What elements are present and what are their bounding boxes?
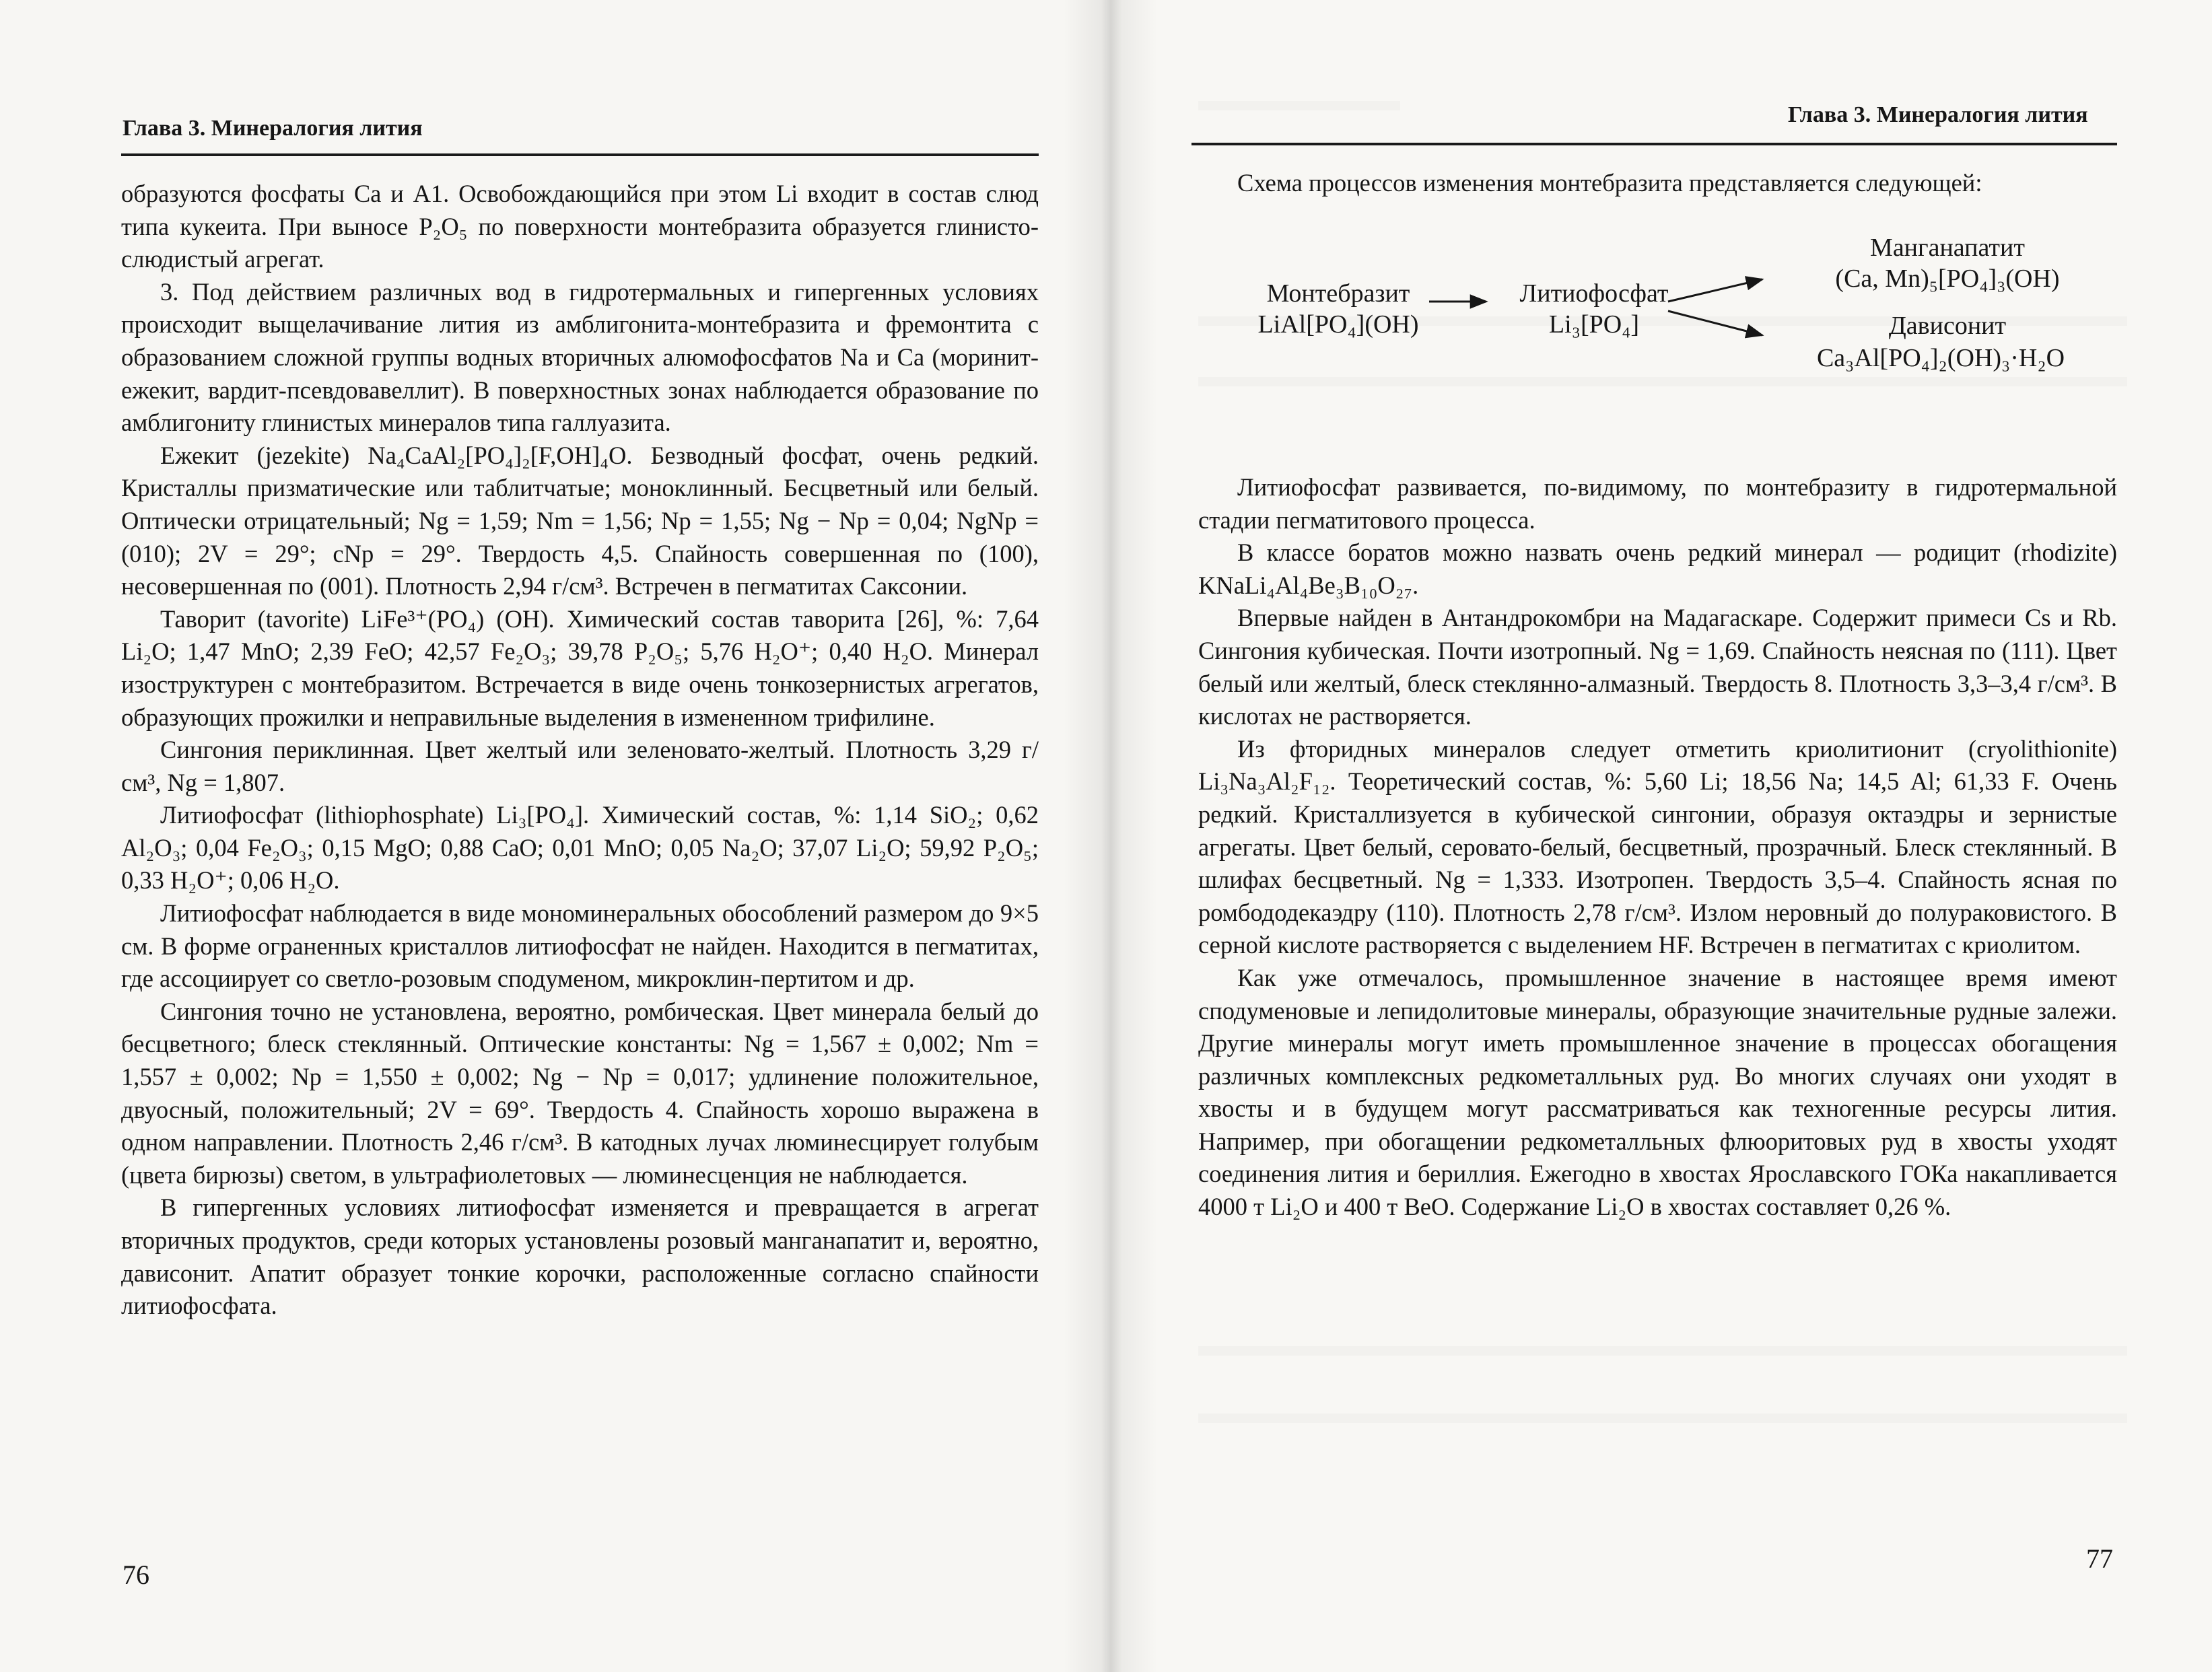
scheme-bottom-formula: Ca₃Al[PO₄]₂(OH)₃·H₂O — [1816, 344, 2065, 372]
scheme-middle-formula: Li₃[PO₄] — [1548, 310, 1640, 339]
right-page-number: 77 — [2086, 1543, 2113, 1574]
left-page-number: 76 — [123, 1560, 149, 1590]
left-paragraph-jezekite: Ежекит (jezekite) Na₄CaAl₂[PO₄]₂[F,OH]₄O. Безводный фосфат, очень редкий. Кристаллы призматические или таблитчатые; моноклинный. Бесцветный или белый. Оптически отрицательный; Ng = 1,59; Nm = 1,56; Np = 1,55; Ng − Np = 0,04; NgNp = (010); 2V = 29°; cNp = 29°. Твердость 4,5. Спайность совершенная по (100), несовершенная по (001). Плотность 2,94 г/см³. Встречен в пегматитах Саксонии. — [121, 441, 1039, 600]
scheme-intro: Схема процессов изменения монтебразита представляется следующей: — [1237, 169, 1982, 197]
left-body-text — [121, 178, 1039, 1323]
left-running-header: Глава 3. Минералогия лития — [123, 116, 423, 141]
book-gutter — [1064, 0, 1158, 1672]
left-paragraph-1: образуются фосфаты Са и А1. Освобождающийся при этом Li входит в состав слюд типа кукеита. При выносе P₂O₅ по поверхности монтебразита образуется глинисто-слюдистый агрегат. — [121, 180, 1039, 273]
left-paragraph-tavorite: Таворит (tavorite) LiFe³⁺(PO₄) (OH). Химический состав таворита [26], %: 7,64 Li₂O; 1,47 MnO; 2,39 FeO; 42,57 Fe₂O₃; 39,78 P₂O₅; 5,76 H₂O⁺; 0,40 H₂O. Минерал изоструктурен с монтебразитом. Встречается в виде очень тонкозернистых агрегатов, образующих прожилки и неправильные выделения в измененном трифилине. — [121, 604, 1039, 731]
right-body-text — [1198, 471, 2117, 1224]
left-paragraph-optics: Сингония точно не установлена, вероятно, ромбическая. Цвет минерала белый до бесцветного; блеск стеклянный. Оптические константы: Ng = 1,567 ± 0,002; Nm = 1,557 ± 0,002; Np = 1,550 ± 0,002; Ng − Np = 0,017; удлинение положительное, двуосный, положительный; 2V = 69°. Твердость 4. Спайность хорошо выражена в одном направлении. Плотность 2,46 г/см³. В катодных лучах люминесцирует голубым (цвета бирюзы) светом, в ультрафиолетовых — люминесценция не наблюдается. — [121, 997, 1039, 1189]
left-paragraph-2: 3. Под действием различных вод в гидротермальных и гипергенных условиях происходит выщелачивание лития из амблигонита-монтебразита и фремонтита с образованием сложной группы водных вторичных алюмофосфатов Na и Са (моринит-ежекит, вардит-псевдовавеллит). В поверхностных зонах наблюдается образование по амблигониту глинистых минералов типа галлуазита. — [121, 277, 1039, 437]
left-paragraph-lithiophosphate: Литиофосфат (lithiophosphate) Li₃[PO₄]. Химический состав, %: 1,14 SiO₂; 0,62 Al₂O₃; 0,04 Fe₂O₃; 0,15 MgO; 0,88 CaO; 0,01 MnO; 0,05 Na₂O; 37,07 Li₂O; 59,92 P₂O₅; 0,33 H₂O⁺; 0,06 H₂O. — [121, 801, 1039, 895]
left-paragraph-occurrence: Литиофосфат наблюдается в виде мономинеральных обособлений размером до 9×5 см. В форме ограненных кристаллов литиофосфат не найден. Находится в пегматитах, где ассоциирует со светло-розовым сподуменом, микроклин-пертитом и др. — [121, 899, 1039, 993]
right-paragraph-industrial: Как уже отмечалось, промышленное значение в настоящее время имеют сподуменовые и лепидолитовые минералы, образующие значительные рудные залежи. Другие минералы могут иметь промышленное значение в процессах обогащения различных комплексных редкометалльных руд. Во многих случаях они уходят в хвосты и в будущем могут рассматриваться как техногенные ресурсы лития. Например, при обогащении редкометалльных флюоритовых руд в хвосты уходят соединения лития и бериллия. Ежегодно в хвостах Ярославского ГОКа накапливается 4000 т Li₂O и 400 т BeO. Содержание Li₂O в хвостах составляет 0,26 %. — [1198, 963, 2117, 1221]
scheme-middle-name: Литиофосфат — [1519, 279, 1669, 308]
right-paragraph-development: Литиофосфат развивается, по-видимому, по монтебразиту в гидротермальной стадии пегматитового процесса. — [1198, 473, 2117, 534]
left-header-rule — [121, 153, 1039, 156]
right-page — [1106, 0, 2212, 1672]
scheme-bottom-name: Дависонит — [1888, 312, 2007, 340]
arrow-middle-to-bottom — [1668, 311, 1762, 335]
scheme-source-name: Монтебразит — [1266, 279, 1410, 308]
right-paragraph-rhodizite: Впервые найден в Антандрокомбри на Мадагаскаре. Содержит примеси Cs и Rb. Сингония кубическая. Почти изотропный. Ng = 1,69. Спайность неясная по (111). Цвет белый или желтый, блеск стеклянно-алмазный. Твердость 8. Плотность 3,3–3,4 г/см³. В кислотах не растворяется. — [1198, 604, 2117, 730]
scheme-top-formula: (Ca, Mn)₅[PO₄]₃(OH) — [1835, 265, 2060, 293]
left-paragraph-supergene: В гипергенных условиях литиофосфат изменяется и превращается в агрегат вторичных продуктов, среди которых установлены розовый манганапатит и, вероятно, дависонит. Апатит образует тонкие корочки, расположенные согласно спайности литиофосфата. — [121, 1193, 1039, 1320]
arrow-middle-to-top — [1668, 279, 1762, 302]
right-paragraph-fluorides: Из фторидных минералов следует отметить криолитионит (cryolithionite) Li₃Na₃Al₂F₁₂. Теоретический состав, %: 5,60 Li; 18,56 Na; 14,5 Al; 61,33 F. Очень редкий. Кристаллизуется в кубической сингонии, образуя октаэдры и зернистые агрегаты. Цвет белый, серовато-белый, бесцветный, прозрачный. Блеск стеклянный. В шлифах бесцветный. Ng = 1,333. Изотропен. Твердость 3,5–4. Спайность ясная по ромбододекаэдру (110). Плотность 2,78 г/см³. Излом неровный до полураковистого. В серной кислоте растворяется с выделением HF. Встречен в пегматитах с криолитом. — [1198, 734, 2117, 959]
left-paragraph-tavorite-props: Сингония периклинная. Цвет желтый или зеленовато-желтый. Плотность 3,29 г/см³, Ng = 1,807. — [121, 736, 1039, 796]
right-running-header: Глава 3. Минералогия лития — [1788, 102, 2088, 127]
scheme-source-formula: LiAl[PO₄](OH) — [1257, 310, 1419, 339]
scheme-top-name: Манганапатит — [1870, 234, 2025, 262]
right-paragraph-borates: В классе боратов можно назвать очень редкий минерал — родицит (rhodizite) KNaLi₄Al₄Be₃B₁₀O₂₇. — [1198, 538, 2117, 599]
